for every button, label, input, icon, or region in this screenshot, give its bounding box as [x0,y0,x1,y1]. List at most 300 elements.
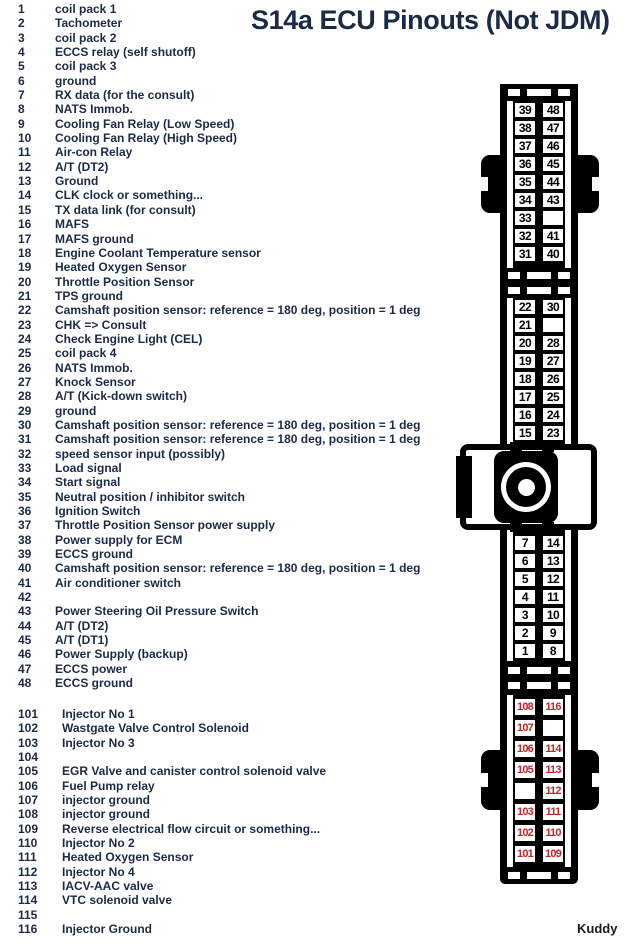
pin-number: 36 [18,504,32,519]
pin-row-35 [18,490,420,504]
pin-grid [515,103,563,261]
pin-description: Air conditioner switch [55,575,182,590]
pin-row-8 [18,102,420,116]
pin-cell-11: 11 [543,590,563,604]
pin-row-29 [18,404,420,418]
pin-row-6 [18,74,420,88]
pin-row-36 [18,504,420,518]
pin-number: 3 [18,30,25,45]
pin-number: 22 [18,303,32,318]
pin-number: 48 [18,676,32,691]
pin-number: 26 [18,360,32,375]
connector-mount-block [460,444,597,530]
pin-number: 4 [18,45,25,60]
latch-slot [508,89,520,96]
latch-slot [527,667,551,674]
pin-number: 106 [18,778,39,793]
latch-slot-row [500,272,578,279]
pin-cell-46: 46 [543,139,563,153]
pin-number: 21 [18,288,32,303]
pin-grid [515,300,563,440]
pin-row-113 [18,879,326,893]
pin-list-main [18,2,420,691]
pin-description: coil pack 2 [55,30,117,45]
pin-description: Neutral position / inhibitor switch [55,489,246,504]
pin-cell-38: 38 [515,121,535,135]
pin-row-111 [18,850,326,864]
pin-number: 37 [18,518,32,533]
pin-row-107 [18,793,326,807]
pin-cell-39: 39 [515,103,535,117]
pin-cell-blank [543,720,563,736]
pin-row-5 [18,59,420,73]
pin-cell-5: 5 [515,572,535,586]
pin-row-22 [18,303,420,317]
pin-row-31 [18,432,420,446]
connector-wing-upper-right [575,155,599,213]
connector-side-strip [507,298,513,444]
pin-row-18 [18,246,420,260]
pin-description: coil pack 3 [55,59,117,74]
pin-description: Ignition Switch [55,504,141,519]
pin-number: 11 [18,145,31,160]
pin-cell-41: 41 [543,229,563,243]
pin-row-38 [18,533,420,547]
pin-cell-113: 113 [543,762,563,778]
pin-cell-43: 43 [543,193,563,207]
pin-description: A/T (DT2) [55,159,109,174]
pin-number: 8 [18,102,25,117]
pin-row-3 [18,31,420,45]
pin-cell-27: 27 [543,354,563,368]
wing-notch [592,773,599,787]
pin-number: 12 [18,159,32,174]
mount-block-tab-left [456,456,472,518]
pin-number: 103 [18,735,39,750]
pin-row-30 [18,418,420,432]
connector-section-pins-31-48 [500,101,578,268]
pin-row-112 [18,865,326,879]
pin-number: 20 [18,274,32,289]
pin-row-20 [18,275,420,289]
pin-row-11 [18,145,420,159]
pin-cell-48: 48 [543,103,563,117]
pin-cell-7: 7 [515,536,535,550]
wing-notch [481,177,488,191]
pin-cell-35: 35 [515,175,535,189]
pin-list-aux [18,707,326,937]
pin-description: ground [55,73,97,88]
pin-row-4 [18,45,420,59]
pin-description: CLK clock or something... [55,188,204,203]
pin-cell-111: 111 [543,804,563,820]
pin-description: Throttle Position Sensor [55,274,195,289]
connector-latch-band [500,268,578,298]
pin-description: coil pack 1 [55,2,117,16]
pin-row-48 [18,676,420,690]
pin-row-27 [18,375,420,389]
pin-cell-33: 33 [515,211,535,225]
ecu-connector-diagram [455,84,615,890]
pin-number: 102 [18,721,39,736]
pin-cell-103: 103 [515,804,535,820]
pin-row-2 [18,16,420,30]
pin-description: VTC solenoid valve [62,893,173,908]
pin-number: 10 [18,131,32,146]
connector-wing-lower-right [575,750,599,810]
pin-cell-12: 12 [543,572,563,586]
pin-cell-25: 25 [543,390,563,404]
connector-side-strip [507,101,513,268]
pin-row-39 [18,547,420,561]
pin-number: 112 [18,864,38,879]
pin-cell-36: 36 [515,157,535,171]
pin-number: 19 [18,260,32,275]
pin-row-26 [18,361,420,375]
pin-description: Camshaft position sensor: reference = 180 deg, position = 1 deg [55,417,421,432]
pin-description: NATS Immob. [55,360,133,375]
pin-row-1 [18,2,420,16]
latch-slot [558,682,570,689]
pin-description: Injector Ground [62,922,152,937]
pin-row-109 [18,822,326,836]
pin-number: 14 [18,188,32,203]
connector-side-strip [565,695,571,867]
pin-row-37 [18,518,420,532]
pin-cell-20: 20 [515,336,535,350]
pin-description: Injector No 3 [62,735,135,750]
pin-cell-22: 22 [515,300,535,314]
pin-row-45 [18,633,420,647]
pin-cell-116: 116 [543,699,563,715]
latch-slot [558,89,570,96]
pin-cell-28: 28 [543,336,563,350]
pin-grid [515,699,563,862]
connector-side-strip [565,298,571,444]
pin-description: Power Steering Oil Pressure Switch [55,604,259,619]
pin-number: 110 [18,836,38,851]
page-title: S14a ECU Pinouts (Not JDM) [251,5,610,35]
pin-cell-32: 32 [515,229,535,243]
pin-description: Power supply for ECM [55,532,183,547]
pin-cell-106: 106 [515,741,535,757]
pin-row-102 [18,721,326,735]
pin-description: speed sensor input (possibly) [55,446,226,461]
pin-cell-112: 112 [543,783,563,799]
pin-cell-16: 16 [515,408,535,422]
pin-cell-108: 108 [515,699,535,715]
pin-number: 45 [18,633,32,648]
pin-row-105 [18,764,326,778]
pin-row-28 [18,389,420,403]
connector-side-strip [565,530,571,661]
pin-cell-47: 47 [543,121,563,135]
pin-description: TPS ground [55,288,123,303]
pin-row-108 [18,807,326,821]
wing-notch [592,177,599,191]
pin-description: CHK => Consult [55,317,147,332]
pin-description: IACV-AAC valve [62,879,154,894]
pin-cell-23: 23 [543,426,563,440]
pin-description: RX data (for the consult) [55,88,195,103]
pin-description: Throttle Position Sensor power supply [55,518,276,533]
pin-description: MAFS ground [55,231,134,246]
pin-number: 111 [18,850,37,865]
pin-number: 39 [18,547,32,562]
pin-number: 113 [18,879,38,894]
latch-slot [558,667,570,674]
latch-slot [527,89,551,96]
pin-description: Engine Coolant Temperature sensor [55,245,261,260]
pin-number: 5 [18,59,25,74]
pin-cell-40: 40 [543,247,563,261]
pin-number: 33 [18,461,32,475]
pin-cell-24: 24 [543,408,563,422]
pin-number: 42 [18,590,32,605]
pin-cell-102: 102 [515,825,535,841]
pin-description: Camshaft position sensor: reference = 180 deg, position = 1 deg [55,432,421,447]
connector-section-pins-1-14 [500,530,578,661]
pin-cell-blank [543,318,563,332]
connector-bottom-cap [500,867,578,884]
latch-slot-row [500,287,578,294]
pin-number: 43 [18,604,32,619]
pin-cell-6: 6 [515,554,535,568]
connector-latch-band [500,661,578,695]
pin-row-24 [18,332,420,346]
pin-row-23 [18,318,420,332]
pin-number: 44 [18,618,32,633]
pin-description: Fuel Pump relay [62,778,155,793]
latch-slot-row [500,872,578,879]
pin-number: 35 [18,489,32,504]
pin-number: 105 [18,764,39,779]
pin-number: 109 [18,821,39,836]
pin-row-40 [18,561,420,575]
connector-top-cap [500,84,578,101]
pin-description: Wastgate Valve Control Solenoid [62,721,249,736]
pin-cell-blank [543,211,563,225]
pin-description: Cooling Fan Relay (Low Speed) [55,116,235,131]
latch-slot-row [500,682,578,689]
pin-description: ground [55,403,97,418]
pin-row-103 [18,736,326,750]
pin-cell-44: 44 [543,175,563,189]
pin-row-47 [18,662,420,676]
latch-slot [508,667,520,674]
pin-number: 114 [18,893,38,908]
pin-row-46 [18,647,420,661]
connector-section-pins-101-116 [500,695,578,867]
pin-number: 7 [18,88,25,103]
pin-cell-9: 9 [543,626,563,640]
latch-slot [508,272,520,279]
pin-grid [515,536,563,658]
pin-row-19 [18,260,420,274]
pin-cell-30: 30 [543,300,563,314]
pin-row-42 [18,590,420,604]
pin-row-7 [18,88,420,102]
pin-cell-26: 26 [543,372,563,386]
pin-cell-45: 45 [543,157,563,171]
pin-description: Tachometer [55,16,123,31]
pin-row-34 [18,475,420,489]
pin-cell-109: 109 [543,846,563,862]
pin-description: EGR Valve and canister control solenoid valve [62,764,327,779]
pin-number: 40 [18,561,32,576]
pin-description: injector ground [62,793,150,808]
pin-cell-3: 3 [515,608,535,622]
pin-number: 108 [18,807,39,822]
pin-row-104 [18,750,326,764]
pin-description: coil pack 4 [55,346,117,361]
bolt-ring-outer [501,462,551,512]
pin-cell-34: 34 [515,193,535,207]
pin-cell-114: 114 [543,741,563,757]
bolt-hole [518,479,535,496]
pin-number: 107 [18,793,39,808]
pin-description: Injector No 1 [62,707,135,721]
pin-row-115 [18,908,326,922]
pin-number: 6 [18,73,25,88]
pin-description: Ground [55,174,99,189]
pin-row-21 [18,289,420,303]
latch-slot-row [500,89,578,96]
pin-description: ECCS ground [55,547,133,562]
pin-cell-105: 105 [515,762,535,778]
pin-description: Load signal [55,461,122,475]
credit-label: Kuddy [577,921,618,936]
latch-slot [508,872,520,879]
latch-slot-row [500,667,578,674]
pin-row-9 [18,117,420,131]
pin-row-44 [18,619,420,633]
pin-description: Heated Oxygen Sensor [62,850,194,865]
latch-slot [527,682,551,689]
pin-cell-31: 31 [515,247,535,261]
pin-description: Injector No 2 [62,836,135,851]
pin-cell-101: 101 [515,846,535,862]
pin-number: 25 [18,346,32,361]
pin-cell-10: 10 [543,608,563,622]
connector-section-pins-15-30 [500,298,578,444]
pin-description: A/T (DT1) [55,633,109,648]
pin-number: 15 [18,202,32,217]
pin-description: injector ground [62,807,150,822]
wing-notch [481,773,488,787]
pin-cell-21: 21 [515,318,535,332]
pin-number: 38 [18,532,32,547]
pin-description: A/T (DT2) [55,618,109,633]
pin-row-13 [18,174,420,188]
latch-slot [558,272,570,279]
latch-slot [558,287,570,294]
pin-number: 24 [18,331,32,346]
latch-slot [508,682,520,689]
pin-description: ECCS relay (self shutoff) [55,45,196,60]
pin-row-41 [18,576,420,590]
pin-number: 29 [18,403,32,418]
pin-row-10 [18,131,420,145]
pin-description: Knock Sensor [55,374,136,389]
pin-description: Heated Oxygen Sensor [55,260,187,275]
pin-description: ECCS ground [55,676,133,691]
pin-description: Camshaft position sensor: reference = 180 deg, position = 1 deg [55,561,421,576]
pin-description: MAFS [55,217,89,232]
pin-number: 30 [18,417,32,432]
pin-cell-107: 107 [515,720,535,736]
pin-cell-110: 110 [543,825,563,841]
pin-cell-2: 2 [515,626,535,640]
pin-row-12 [18,160,420,174]
pin-cell-4: 4 [515,590,535,604]
latch-slot [527,872,551,879]
pin-cell-blank [515,783,535,799]
latch-slot [558,872,570,879]
latch-slot [527,272,551,279]
pin-number: 41 [18,575,32,590]
connector-side-strip [507,530,513,661]
pin-number: 13 [18,174,32,189]
latch-slot [508,287,520,294]
pin-number: 2 [18,16,25,31]
pin-description: Power Supply (backup) [55,647,188,662]
pin-row-25 [18,346,420,360]
pin-cell-17: 17 [515,390,535,404]
pin-number: 34 [18,475,32,490]
pin-cell-19: 19 [515,354,535,368]
pin-row-14 [18,188,420,202]
pin-number: 1 [18,2,25,16]
pin-cell-15: 15 [515,426,535,440]
pin-cell-37: 37 [515,139,535,153]
pin-cell-1: 1 [515,644,535,658]
pin-row-17 [18,232,420,246]
pin-number: 101 [18,707,39,721]
pin-row-43 [18,604,420,618]
bolt-ring [506,467,546,507]
pin-row-114 [18,893,326,907]
pin-description: Start signal [55,475,121,490]
pin-number: 23 [18,317,32,332]
pin-cell-13: 13 [543,554,563,568]
pin-row-116 [18,922,326,936]
pin-number: 28 [18,389,32,404]
pin-description: Reverse electrical flow circuit or something... [62,821,321,836]
pin-number: 116 [18,922,38,937]
pin-number: 115 [18,907,38,922]
pin-row-33 [18,461,420,475]
pin-number: 31 [18,432,32,447]
pin-description: Injector No 4 [62,864,135,879]
pin-description: A/T (Kick-down switch) [55,389,187,404]
mount-block-tab [542,522,554,532]
pin-cell-14: 14 [543,536,563,550]
pin-number: 32 [18,446,32,461]
pin-number: 104 [18,750,39,765]
pin-description: ECCS power [55,661,128,676]
pin-description: Air-con Relay [55,145,133,160]
pin-description: NATS Immob. [55,102,133,117]
mount-bolt-hub [494,451,558,523]
pin-number: 17 [18,231,32,246]
pin-row-16 [18,217,420,231]
pin-description: TX data link (for consult) [55,202,196,217]
pin-number: 47 [18,661,32,676]
latch-slot [527,287,551,294]
pin-number: 18 [18,245,32,260]
connector-side-strip [565,101,571,268]
